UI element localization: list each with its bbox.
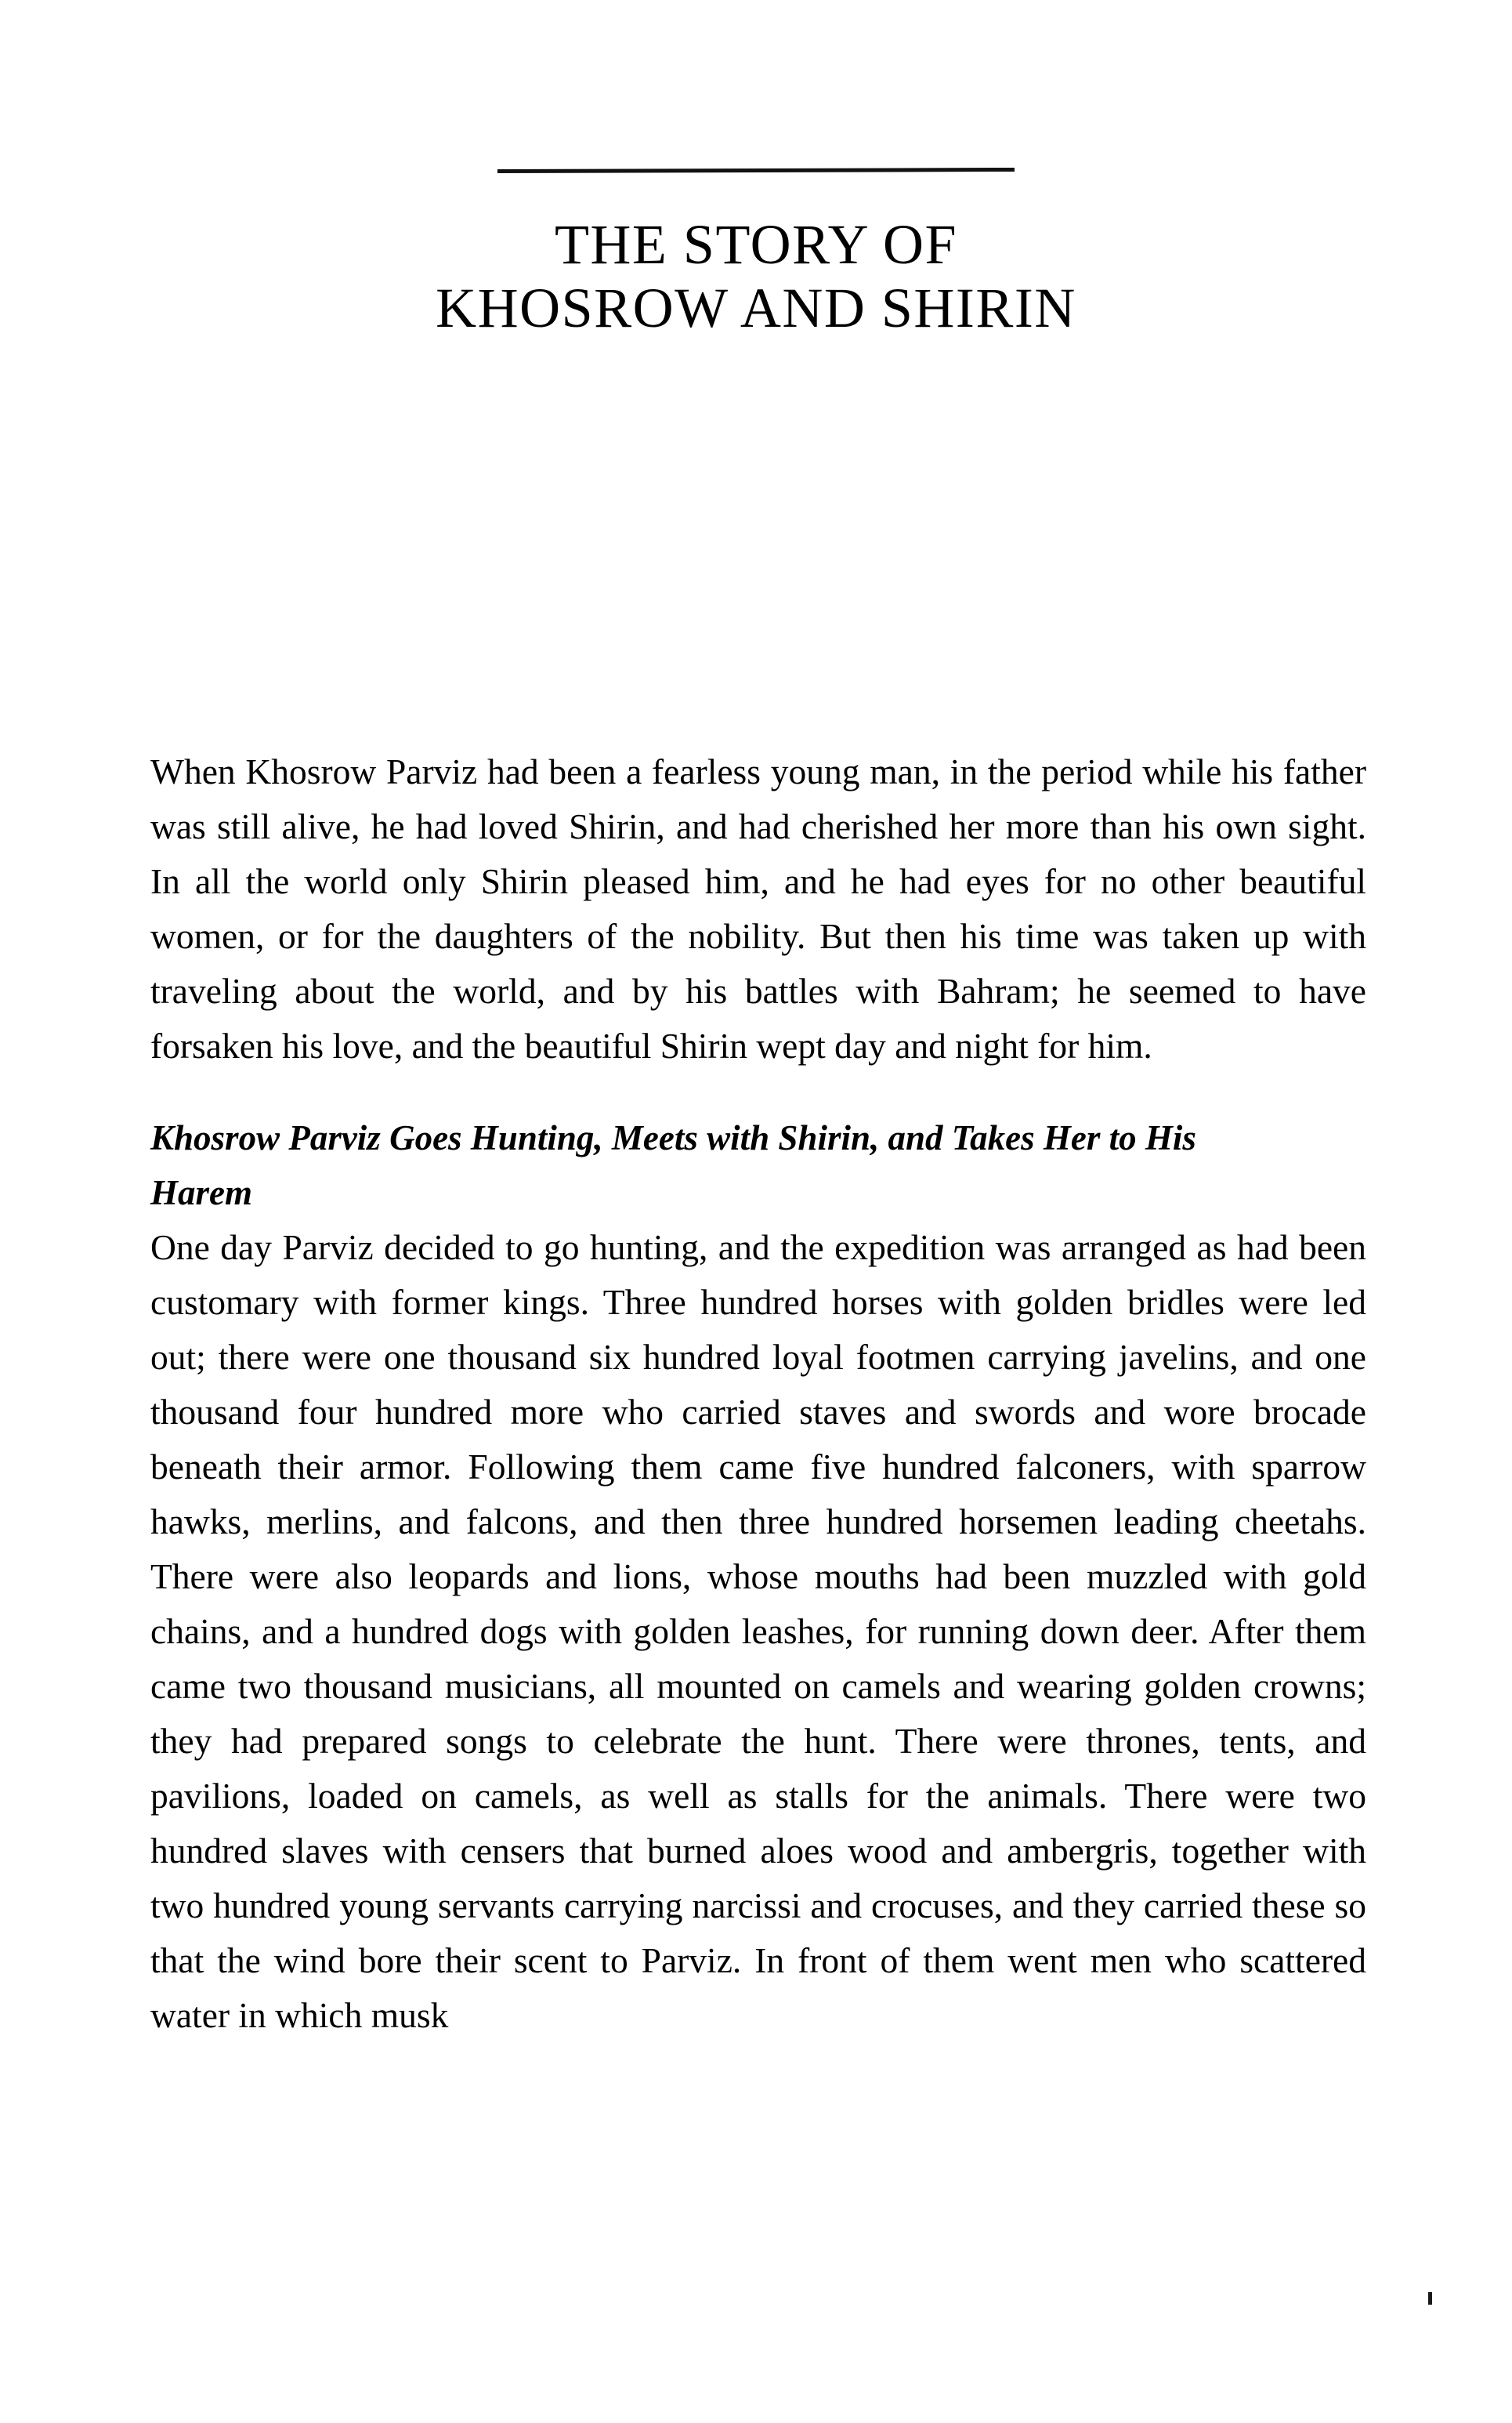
body-text-column [150, 744, 1366, 2043]
chapter-title-line-1: THE STORY OF [554, 213, 958, 276]
chapter-title-line-2: KHOSROW AND SHIRIN [436, 276, 1076, 339]
scan-artifact-mark [1428, 2292, 1432, 2305]
section-heading-hunting: Khosrow Parviz Goes Hunting, Meets with Shirin, and Takes Her to His Harem [150, 1118, 1196, 1212]
paragraph-opening: When Khosrow Parviz had been a fearless young man, in the period while his father was still alive, he had loved Shirin, and had cherished her more than his own sight. In all the world only Shirin pleased him, and he had eyes for no other beautiful women, or for the daughters of the nobility. But then his time was taken up with traveling about the world, and by his battles with Bahram; he seemed to have forsaken his love, and the beautiful Shirin wept day and night for him. [150, 752, 1366, 1066]
title-divider-rule [497, 168, 1015, 173]
chapter-title-block [150, 168, 1362, 339]
paragraph-hunt-expedition: One day Parviz decided to go hunting, and the expedition was arranged as had been customary with former kings. Three hundred horses with golden bridles were led out; there were one thousand six hundred loyal footmen carrying javelins, and one thousand four hundred more who carried staves and swords and wore brocade beneath their armor. Following them came five hundred falconers, with sparrow hawks, merlins, and falcons, and then three hundred horsemen leading cheetahs. There were also leopards and lions, whose mouths had been muzzled with gold chains, and a hundred dogs with golden leashes, for running down deer. After them came two thousand musicians, all mounted on camels and wearing golden crowns; they had prepared songs to celebrate the hunt. There were thrones, tents, and pavilions, loaded on camels, as well as stalls for the animals. There were two hundred slaves with censers that burned aloes wood and ambergris, together with two hundred young servants carrying narcissi and crocuses, and they carried these so that the wind bore their scent to Parviz. In front of them went men who scattered water in which musk [150, 1227, 1366, 2035]
